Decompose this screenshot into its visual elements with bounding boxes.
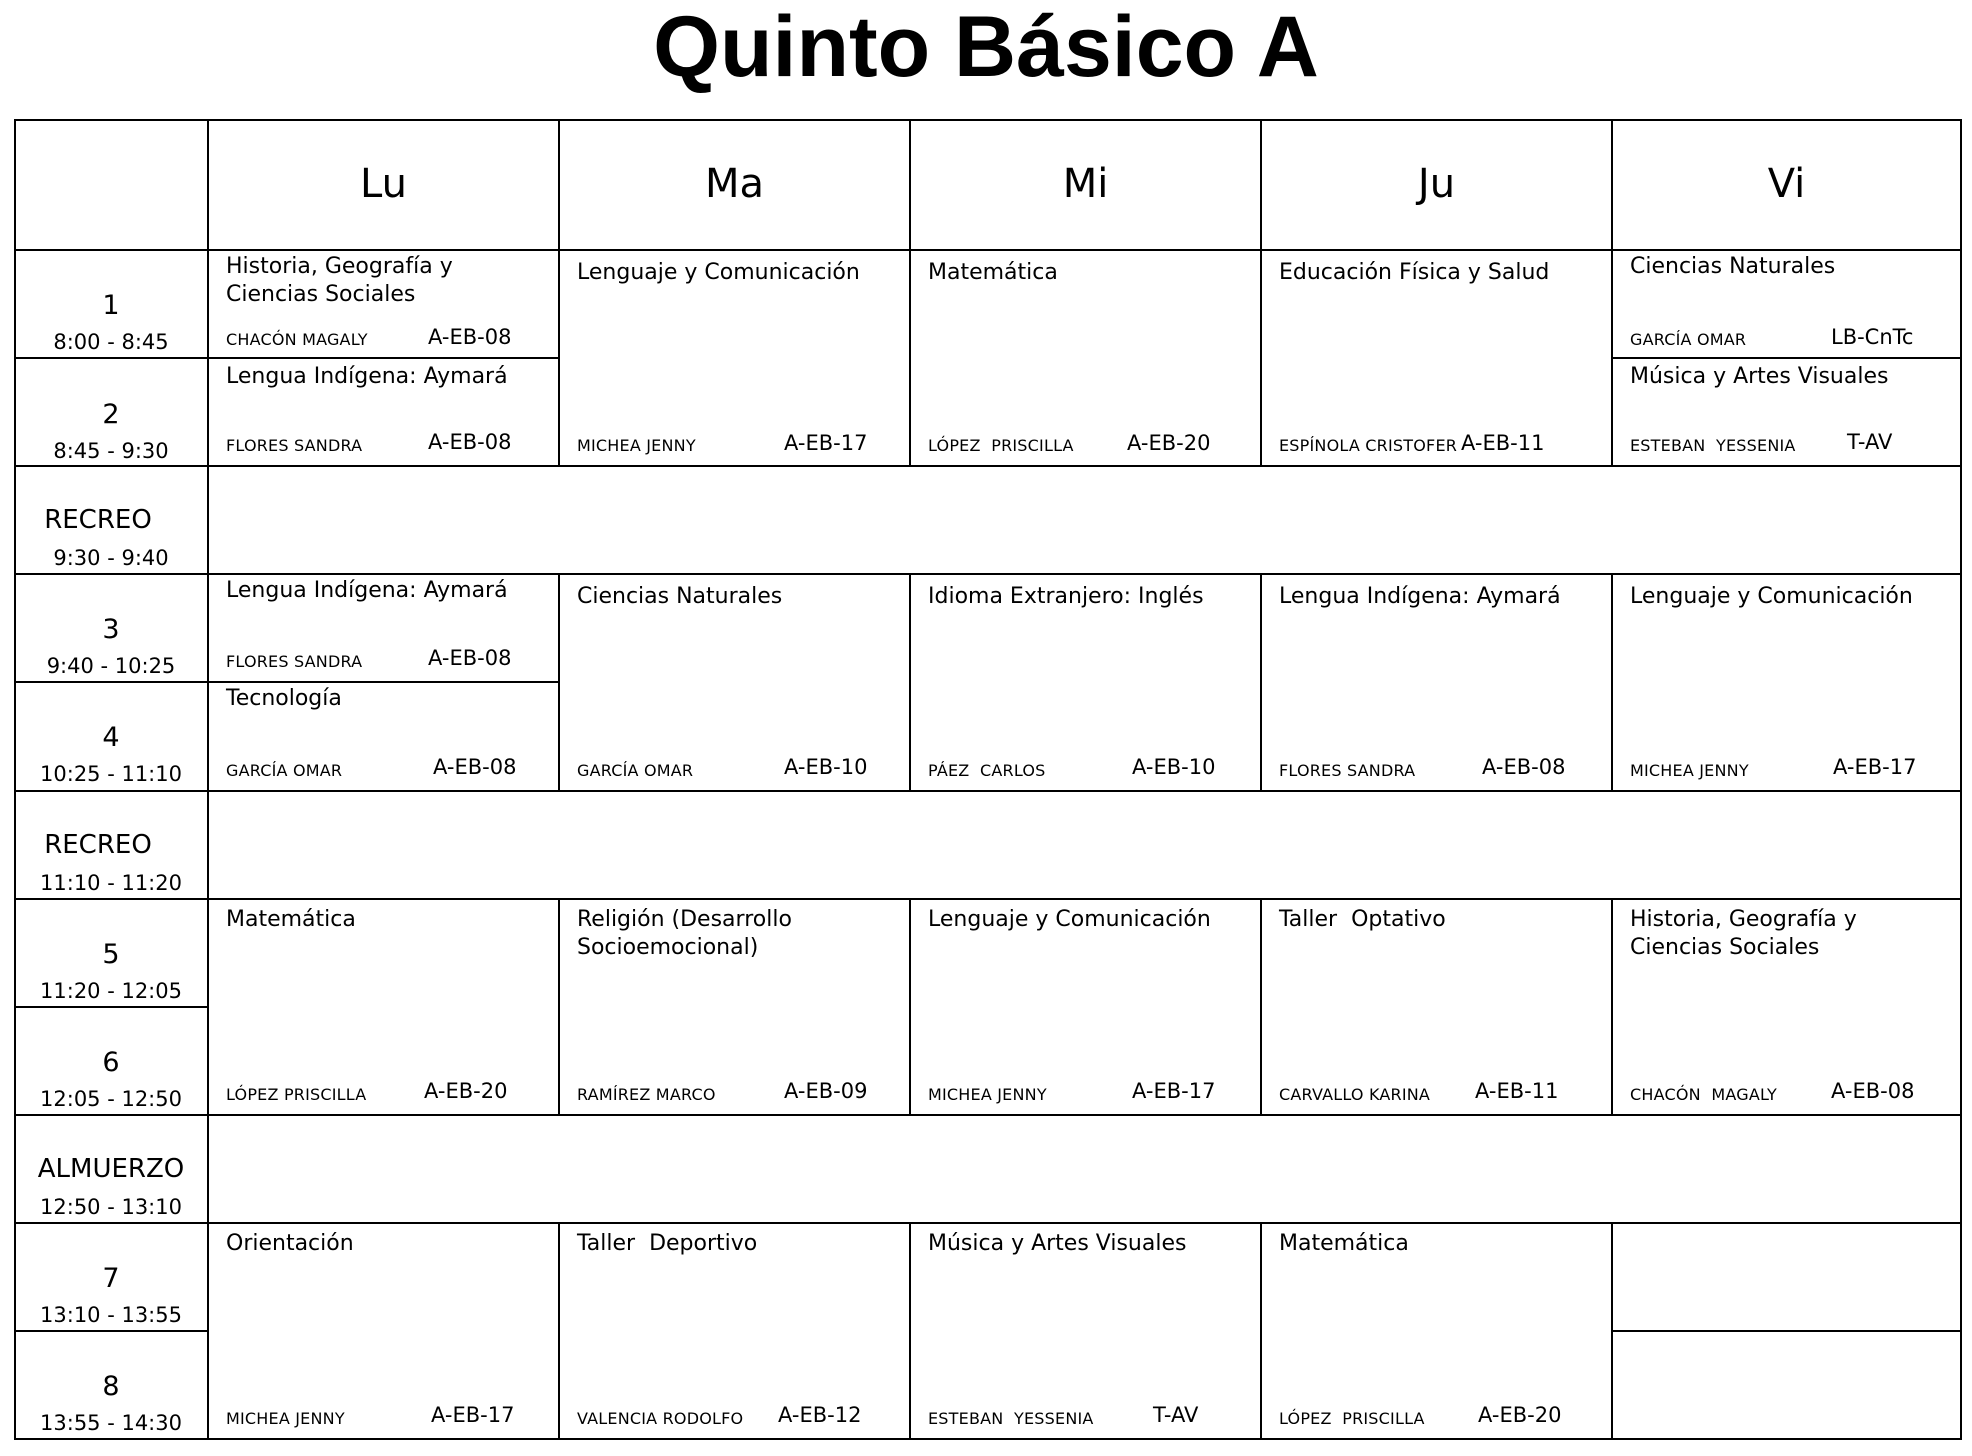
- subject-name: Educación Física y Salud: [1279, 260, 1550, 285]
- period-time: 13:55 - 14:30: [40, 1411, 182, 1435]
- room-code: A-EB-12: [778, 1403, 862, 1427]
- teacher-name: LÓPEZ PRISCILLA: [1279, 1409, 1425, 1428]
- room-code: LB-CnTc: [1831, 325, 1914, 349]
- period-time: 11:20 - 12:05: [40, 979, 182, 1003]
- teacher-name: FLORES SANDRA: [1279, 761, 1416, 780]
- class-cell-mi-7-8: [911, 1224, 1260, 1438]
- period-time: 8:00 - 8:45: [53, 330, 169, 354]
- period-divider: [14, 1006, 208, 1008]
- period-number: 4: [102, 722, 120, 753]
- day-header-ma: Ma: [704, 161, 765, 207]
- period-time: 10:25 - 11:10: [40, 762, 182, 786]
- subject-name: Lengua Indígena: Aymará: [226, 364, 508, 389]
- teacher-name: VALENCIA RODOLFO: [577, 1409, 744, 1428]
- room-code: A-EB-17: [431, 1403, 515, 1427]
- empty-cell-vi-7: [1613, 1224, 1960, 1330]
- subject-name: Lengua Indígena: Aymará: [1279, 584, 1561, 609]
- period-number: 5: [102, 939, 120, 970]
- period-time: 12:05 - 12:50: [40, 1087, 182, 1111]
- teacher-name: FLORES SANDRA: [226, 652, 363, 671]
- room-code: T-AV: [1847, 430, 1893, 454]
- class-cell-ju-1-2: [1262, 251, 1611, 465]
- class-cell-vi-2: [1613, 359, 1960, 465]
- room-code: A-EB-10: [1132, 755, 1216, 779]
- break-divider: [14, 465, 1962, 467]
- room-code: A-EB-17: [1132, 1079, 1216, 1103]
- day-header-mi: Mi: [1062, 161, 1109, 207]
- break-label: RECREO: [44, 505, 152, 535]
- day-header-lu: Lu: [360, 161, 407, 207]
- subject-name: Lenguaje y Comunicación: [1630, 584, 1913, 609]
- room-code: A-EB-20: [424, 1079, 508, 1103]
- room-code: A-EB-17: [1833, 755, 1917, 779]
- teacher-name: GARCÍA OMAR: [1630, 330, 1747, 349]
- class-cell-ju-7-8: [1262, 1224, 1611, 1438]
- room-code: A-EB-20: [1127, 431, 1211, 455]
- class-cell-vi-3-4: [1613, 575, 1960, 790]
- teacher-name: CHACÓN MAGALY: [1630, 1085, 1777, 1104]
- subject-name: Ciencias Naturales: [577, 584, 783, 609]
- subject-name: Música y Artes Visuales: [928, 1231, 1187, 1256]
- subject-name: Matemática: [226, 907, 356, 932]
- schedule-table: [14, 119, 1962, 1440]
- subject-name: Idioma Extranjero: Inglés: [928, 584, 1204, 609]
- break-time: 11:10 - 11:20: [40, 871, 182, 895]
- teacher-name: PÁEZ CARLOS: [928, 761, 1046, 780]
- room-code: A-EB-17: [784, 431, 868, 455]
- teacher-name: FLORES SANDRA: [226, 436, 363, 455]
- break-label: ALMUERZO: [37, 1154, 185, 1184]
- class-cell-lu-4: [209, 683, 558, 790]
- class-cell-lu-7-8: [209, 1224, 558, 1438]
- room-code: A-EB-11: [1461, 431, 1545, 455]
- subject-name: Matemática: [928, 260, 1058, 285]
- class-cell-lu-3: [209, 575, 558, 681]
- break-divider: [14, 1114, 1962, 1116]
- table-border-right: [1960, 119, 1962, 1440]
- room-code: A-EB-20: [1478, 1403, 1562, 1427]
- subject-name: Música y Artes Visuales: [1630, 364, 1889, 389]
- room-code: A-EB-08: [428, 430, 512, 454]
- room-code: A-EB-11: [1475, 1079, 1559, 1103]
- day-header-vi: Vi: [1767, 161, 1806, 207]
- room-code: A-EB-09: [784, 1079, 868, 1103]
- subject-name: Lenguaje y Comunicación: [928, 907, 1211, 932]
- teacher-name: LÓPEZ PRISCILLA: [226, 1085, 367, 1104]
- teacher-name: GARCÍA OMAR: [577, 761, 694, 780]
- break-divider: [14, 790, 1962, 792]
- period-number: 1: [102, 290, 120, 321]
- period-time: 8:45 - 9:30: [53, 439, 169, 463]
- subject-name: Orientación: [226, 1231, 354, 1256]
- room-code: A-EB-08: [433, 755, 517, 779]
- teacher-name: CARVALLO KARINA: [1279, 1085, 1431, 1104]
- subject-name: Taller Deportivo: [577, 1231, 758, 1256]
- period-time: 13:10 - 13:55: [40, 1303, 182, 1327]
- period-number: 2: [102, 399, 120, 430]
- period-time: 9:40 - 10:25: [46, 654, 176, 678]
- subject-name: Historia, Geografía y Ciencias Sociales: [1630, 907, 1857, 960]
- teacher-name: GARCÍA OMAR: [226, 761, 343, 780]
- period-number: 3: [102, 614, 120, 645]
- class-cell-mi-5-6: [911, 900, 1260, 1114]
- teacher-name: ESTEBAN YESSENIA: [928, 1409, 1094, 1428]
- subject-name: Religión (Desarrollo Socioemocional): [577, 907, 792, 960]
- teacher-name: MICHEA JENNY: [1630, 761, 1749, 780]
- teacher-name: RAMÍREZ MARCO: [577, 1085, 716, 1104]
- page-title: Quinto Básico A: [653, 0, 1319, 95]
- teacher-name: CHACÓN MAGALY: [226, 330, 368, 349]
- day-header-ju: Ju: [1417, 161, 1456, 207]
- empty-cell-vi-8: [1613, 1332, 1960, 1438]
- break-time: 9:30 - 9:40: [53, 546, 169, 570]
- table-border-bottom: [14, 1438, 1962, 1440]
- room-code: A-EB-08: [428, 325, 512, 349]
- class-cell-ju-5-6: [1262, 900, 1611, 1114]
- break-label: RECREO: [44, 830, 152, 860]
- class-cell-mi-1-2: [911, 251, 1260, 465]
- teacher-name: MICHEA JENNY: [577, 436, 696, 455]
- teacher-name: ESTEBAN YESSENIA: [1630, 436, 1796, 455]
- subject-name: Matemática: [1279, 1231, 1409, 1256]
- subject-name: Ciencias Naturales: [1630, 254, 1836, 279]
- room-code: A-EB-08: [1482, 755, 1566, 779]
- room-code: T-AV: [1153, 1403, 1199, 1427]
- period-number: 8: [102, 1371, 120, 1402]
- period-number: 7: [102, 1263, 120, 1294]
- class-cell-ju-3-4: [1262, 575, 1611, 790]
- subject-name: Lenguaje y Comunicación: [577, 260, 860, 285]
- class-cell-vi-5-6: [1613, 900, 1960, 1114]
- break-time: 12:50 - 13:10: [40, 1195, 182, 1219]
- room-code: A-EB-10: [784, 755, 868, 779]
- period-divider: [14, 1330, 208, 1332]
- teacher-name: LÓPEZ PRISCILLA: [928, 436, 1074, 455]
- class-cell-lu-1: [209, 251, 558, 357]
- subject-name: Historia, Geografía y Ciencias Sociales: [226, 254, 453, 307]
- class-cell-lu-5-6: [209, 900, 558, 1114]
- subject-name: Lengua Indígena: Aymará: [226, 578, 508, 603]
- subject-name: Taller Optativo: [1279, 907, 1446, 932]
- room-code: A-EB-08: [1831, 1079, 1915, 1103]
- teacher-name: MICHEA JENNY: [226, 1409, 345, 1428]
- teacher-name: ESPÍNOLA CRISTOFER: [1279, 436, 1458, 455]
- period-number: 6: [102, 1047, 120, 1078]
- class-cell-lu-2: [209, 359, 558, 465]
- class-cell-ma-3-4: [560, 575, 909, 790]
- subject-name: Tecnología: [226, 686, 342, 711]
- class-cell-ma-5-6: [560, 900, 909, 1114]
- class-cell-ma-7-8: [560, 1224, 909, 1438]
- class-cell-vi-1: [1613, 251, 1960, 357]
- room-code: A-EB-08: [428, 646, 512, 670]
- teacher-name: MICHEA JENNY: [928, 1085, 1047, 1104]
- class-cell-mi-3-4: [911, 575, 1260, 790]
- class-cell-ma-1-2: [560, 251, 909, 465]
